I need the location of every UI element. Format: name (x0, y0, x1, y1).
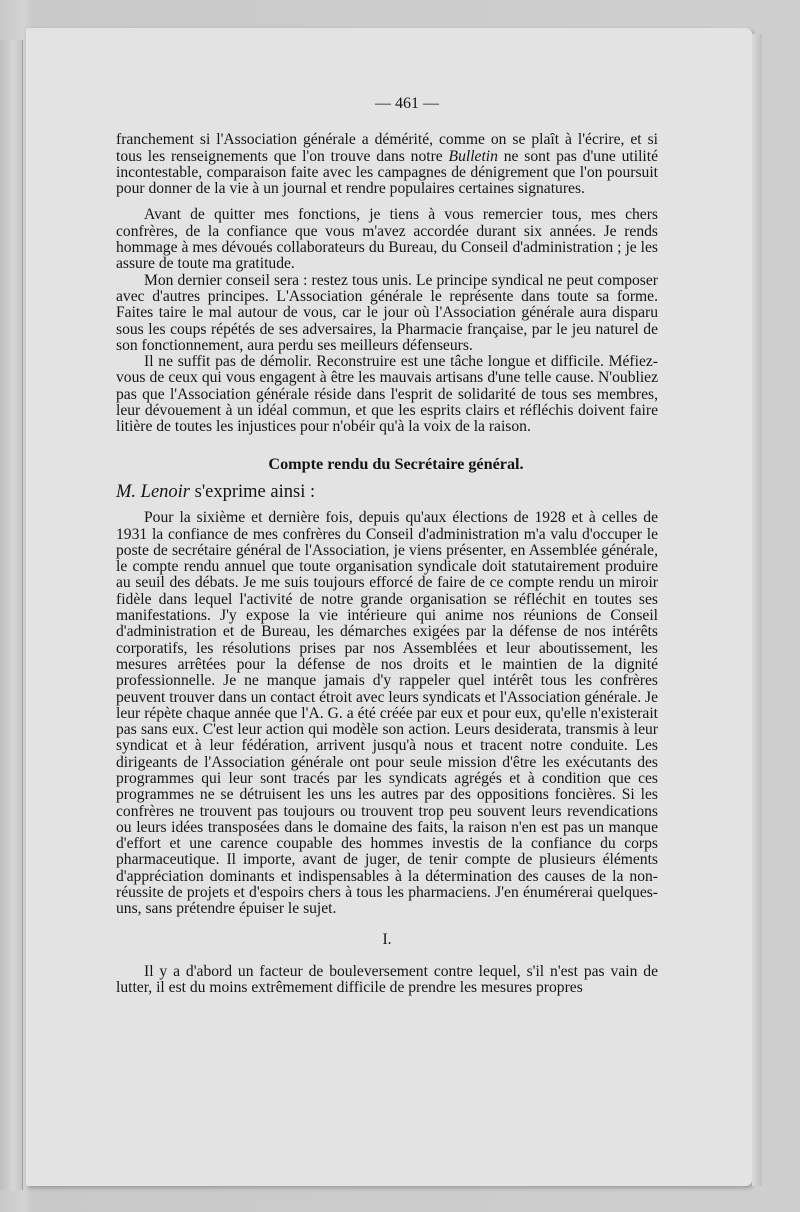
paragraph-advice: Mon dernier conseil sera : restez tous unis. Le principe syndical ne peut composer avec d'autres principes. L'Association générale le représente dans toute sa forme. Faites taire le mal autour de vous, car le jour où l'Association générale aura disparu sous les coups répétés de ses adversaires, la Pharmacie française, par le jeu naturel de son fonctionnement, aura perdu ses meilleurs défenseurs. (116, 271, 658, 354)
paragraph-rebuild: Il ne suffit pas de démolir. Reconstruire est une tâche longue et difficile. Méfiez-vous de ceux qui vous engagent à être les mauvais artisans d'une telle cause. N'oubliez pas que l'Association générale réside dans l'esprit de solidarité de tous ses membres, leur dévouement à un idéal commun, et que les esprits clairs et réfléchis doivent faire litière de toutes les injustices pour n'obéir qu'à la voix de la raison. (116, 353, 658, 436)
page-right-edge (752, 34, 762, 1186)
section-number: I. (382, 930, 392, 948)
section-title: Compte rendu du Secrétaire général. (268, 454, 524, 473)
page-number: — 461 — (375, 95, 439, 112)
previous-page-edge (0, 40, 23, 1190)
speaker-line (116, 481, 658, 502)
paragraph-continuation (116, 132, 658, 197)
paragraph-report: Pour la sixième et dernière fois, depuis qu'aux élections de 1928 et à celles de 1931 la confiance de mes confrères du Conseil d'administration m'a valu d'occuper le poste de secrétaire général de l'Association, je viens présenter, en Assemblée générale, le compte rendu annuel que toute organisation syndicale doit statutairement produire au seuil des débats. Je me suis toujours efforcé de faire de ce compte rendu un miroir fidèle dans lequel l'activité de notre grande organisation se réfléchit en toutes ses manifestations. J'y expose la vie intérieure qui anime nos réunions de Conseil d'administration et de Bureau, les démarches exigées par la défense de nos intérêts corporatifs, les résolutions prises par nos Assemblées et leur aboutissement, les mesures arrêtées pour la défense de nos droits et le maintien de la dignité professionnelle. Je ne manque jamais d'y rappeler quel intérêt tous les confrères peuvent trouver dans un contact étroit avec leurs syndicats et l'Association générale. Je leur répète chaque année que l'A. G. a été créée par eux et pour eux, qu'elle n'existerait pas sans eux. C'est leur action qui modèle son action. Leurs desiderata, transmis à leur syndicat et à leur fédération, arrivent jusqu'à nous et tracent notre conduite. Les dirigeants de l'Association générale ont pour seule mission d'être les exécutants des programmes qui leur sont tracés par les syndicats agrégés et à condition que ces programmes ne se détruisent les uns les autres par des oppositions foncières. Si les confrères ne trouvent pas toujours ou trouvent trop peu souvent leurs revendications ou leurs idées transposées dans le domaine des faits, la raison n'en est pas un manque d'effort et une carence coupable des hommes investis de la confiance du corps pharmaceutique. Il importe, avant de juger, de tenir compte de plusieurs éléments d'appréciation dominants et indispensables à la détermination des causes de la non-réussite de projets et d'espoirs chers à tous les pharmaciens. J'en énumérerai quelques-uns, sans prétendre épuiser le sujet. (116, 509, 658, 918)
text-span: ne sont pas d'une utilité incontestable, comparaison faite avec les campagnes de dénigrement que l'on poursuit pour donner de la vie à un journal et rendre populaires certaines signatures. (116, 147, 658, 198)
text-span: franchement si l'Association générale a démérité, comme on se plaît à l'écrire, et si tous les renseignements que l'on trouve dans notre (116, 131, 658, 165)
paragraph-last: Il y a d'abord un facteur de bouleversement contre lequel, s'il n'est pas vain de lutter, il est du moins extrêmement difficile de prendre les mesures propres (116, 962, 658, 997)
speaker-rest: s'exprime ainsi : (190, 481, 316, 502)
paragraph-thanks: Avant de quitter mes fonctions, je tiens à vous remercier tous, mes chers confrères, de la confiance que vous m'avez accordée durant six années. Je rends hommage à mes dévoués collaborateurs du Bureau, du Conseil d'administration ; je les assure de toute ma gratitude. (116, 206, 658, 273)
page-content (116, 96, 658, 997)
speaker-name: M. Lenoir (116, 481, 190, 502)
bulletin-italic: Bulletin (448, 147, 498, 165)
